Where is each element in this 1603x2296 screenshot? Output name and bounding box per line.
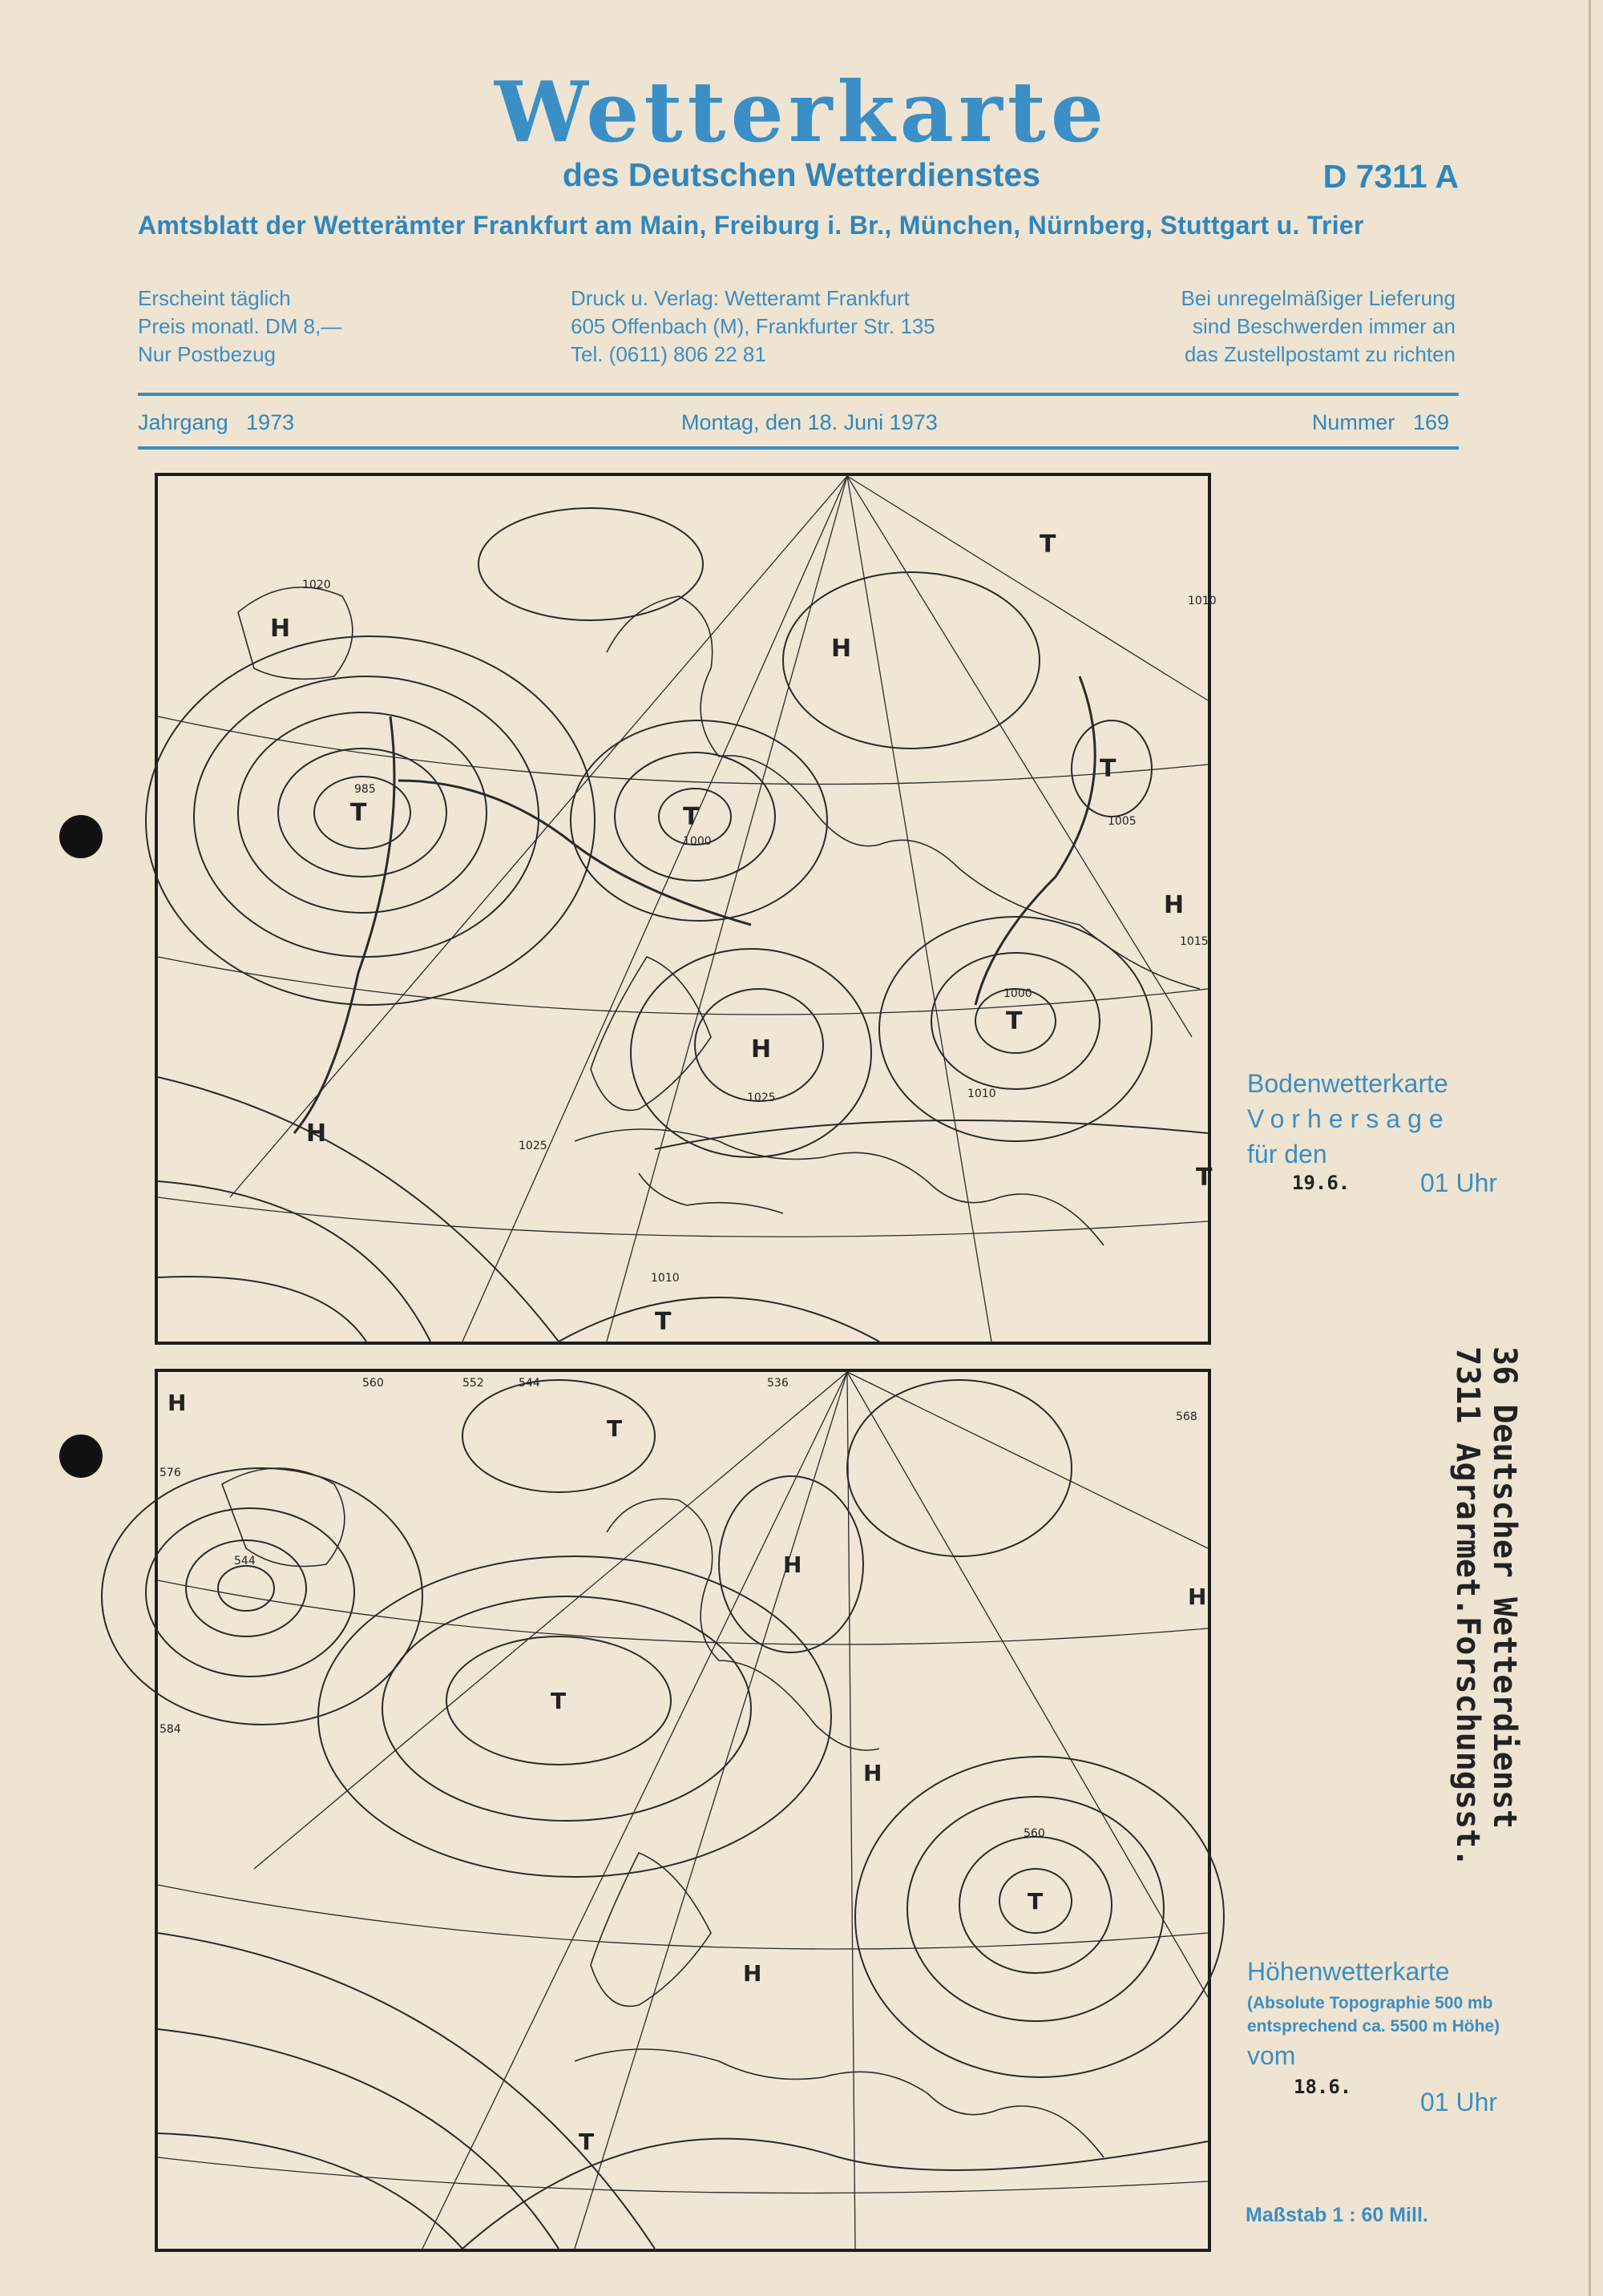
jahrgang-label: Jahrgang	[138, 410, 228, 434]
upper-map-caption-detail	[1247, 1991, 1500, 2038]
upper-map-time: 01 Uhr	[1420, 2088, 1498, 2116]
isobar-value: 1000	[1003, 987, 1032, 1000]
caption-for: für den	[1247, 1140, 1327, 1168]
info-middle-line: Tel. (0611) 806 22 81	[571, 342, 766, 366]
isobar-value: 1005	[1108, 815, 1137, 828]
info-left	[138, 284, 341, 369]
map-scale: Maßstab 1 : 60 Mill.	[1246, 2204, 1428, 2226]
pressure-center-label: H	[863, 1760, 882, 1786]
pressure-center-label: T	[1196, 1164, 1213, 1192]
issue-nummer	[1312, 410, 1449, 435]
pressure-center-label: H	[1164, 891, 1185, 919]
info-left-line: Preis monatl. DM 8,—	[138, 314, 342, 338]
info-right-line: Bei unregelmäßiger Lieferung	[1181, 286, 1456, 310]
pressure-center-label: T	[579, 2129, 595, 2155]
geopotential-value: 560	[1024, 1827, 1045, 1840]
pressure-center-label: H	[168, 1390, 187, 1416]
pressure-center-label: T	[683, 803, 700, 831]
nummer-label: Nummer	[1311, 410, 1395, 434]
caption-title: Bodenwetterkarte	[1247, 1069, 1448, 1098]
pressure-center-label: H	[270, 615, 291, 643]
caption-from: vom	[1247, 2041, 1296, 2070]
archive-stamp	[1449, 1346, 1523, 1867]
pressure-center-label: H	[306, 1120, 327, 1148]
nummer-value: 169	[1412, 410, 1449, 434]
issue-jahrgang	[138, 410, 294, 435]
surface-weather-map	[155, 473, 1217, 1345]
isobar-value: 1015	[1180, 935, 1209, 948]
pressure-center-label: H	[1188, 1584, 1207, 1610]
geopotential-value: 544	[234, 1555, 256, 1568]
info-right-line: sind Beschwerden immer an	[1192, 314, 1456, 338]
isobar-value: 985	[354, 783, 376, 796]
jahrgang-value: 1973	[246, 410, 295, 434]
amtsblatt-line: Amtsblatt der Wetterämter Frankfurt am Main, Freiburg i. Br., München, Nürnberg, Stuttgart u. Trier	[138, 211, 1364, 240]
info-right	[1181, 284, 1456, 369]
publication-code: D 7311 A	[1322, 158, 1459, 195]
paper-crease	[1589, 0, 1591, 2296]
geopotential-value: 568	[1176, 1410, 1197, 1423]
surface-map-drawing	[158, 476, 1217, 1342]
geopotential-value: 560	[362, 1377, 384, 1390]
surface-map-caption	[1247, 1066, 1451, 1172]
geopotential-value: 576	[159, 1467, 181, 1479]
pressure-center-label: H	[751, 1035, 772, 1063]
pressure-center-label: T	[1028, 1888, 1044, 1915]
stamp-line: 36 Deutscher Wetterdienst	[1486, 1346, 1523, 1830]
upper-air-weather-map	[155, 1369, 1211, 2252]
caption-forecast: Vorhersage	[1247, 1104, 1451, 1133]
masthead-title: Wetterkarte	[495, 63, 1108, 161]
isobar-value: 1010	[1188, 595, 1217, 607]
upper-map-date: 18.6.	[1294, 2076, 1352, 2098]
masthead-subtitle: des Deutschen Wetterdienstes	[562, 156, 1041, 193]
pressure-center-label: H	[783, 1552, 802, 1578]
pressure-center-label: T	[607, 1415, 623, 1442]
info-middle	[571, 284, 935, 369]
punch-hole-bottom	[59, 1434, 103, 1478]
info-left-line: Erscheint täglich	[138, 286, 291, 310]
info-middle-line: 605 Offenbach (M), Frankfurter Str. 135	[571, 314, 935, 338]
divider-top	[138, 393, 1459, 396]
isobar-value: 1010	[967, 1087, 996, 1100]
info-left-line: Nur Postbezug	[138, 342, 276, 366]
issue-date: Montag, den 18. Juni 1973	[681, 410, 938, 434]
punch-hole-top	[59, 815, 103, 858]
pressure-center-label: H	[743, 1960, 762, 1987]
geopotential-value: 552	[462, 1377, 484, 1390]
pressure-center-label: T	[350, 799, 367, 827]
divider-bottom	[138, 446, 1459, 450]
geopotential-value: 544	[519, 1377, 540, 1390]
pressure-center-label: T	[1006, 1007, 1023, 1035]
upper-map-caption-title: Höhenwetterkarte	[1247, 1957, 1450, 1986]
pressure-center-label: T	[655, 1308, 672, 1336]
isobar-value: 1020	[302, 579, 331, 591]
geopotential-value: 536	[767, 1377, 789, 1390]
isobar-value: 1000	[683, 835, 712, 848]
pressure-center-label: T	[551, 1688, 567, 1714]
geopotential-value: 584	[159, 1723, 181, 1736]
info-middle-line: Druck u. Verlag: Wetteramt Frankfurt	[571, 286, 910, 310]
pressure-center-label: H	[831, 635, 852, 663]
stamp-line: 7311 Agrarmet.Forschungsst.	[1449, 1346, 1486, 1868]
isobar-value: 1025	[747, 1092, 776, 1104]
surface-map-date: 19.6.	[1292, 1172, 1351, 1194]
upper-air-map-drawing	[158, 1372, 1208, 2249]
info-right-line: das Zustellpostamt zu richten	[1184, 342, 1456, 366]
surface-map-time: 01 Uhr	[1420, 1168, 1498, 1197]
isobar-value: 1010	[651, 1272, 680, 1285]
isobar-value: 1025	[519, 1140, 547, 1152]
caption-height: entsprechend ca. 5500 m Höhe)	[1247, 2017, 1500, 2036]
pressure-center-label: T	[1040, 531, 1056, 559]
pressure-center-label: T	[1100, 755, 1116, 783]
caption-topography: (Absolute Topographie 500 mb	[1247, 1994, 1493, 2012]
